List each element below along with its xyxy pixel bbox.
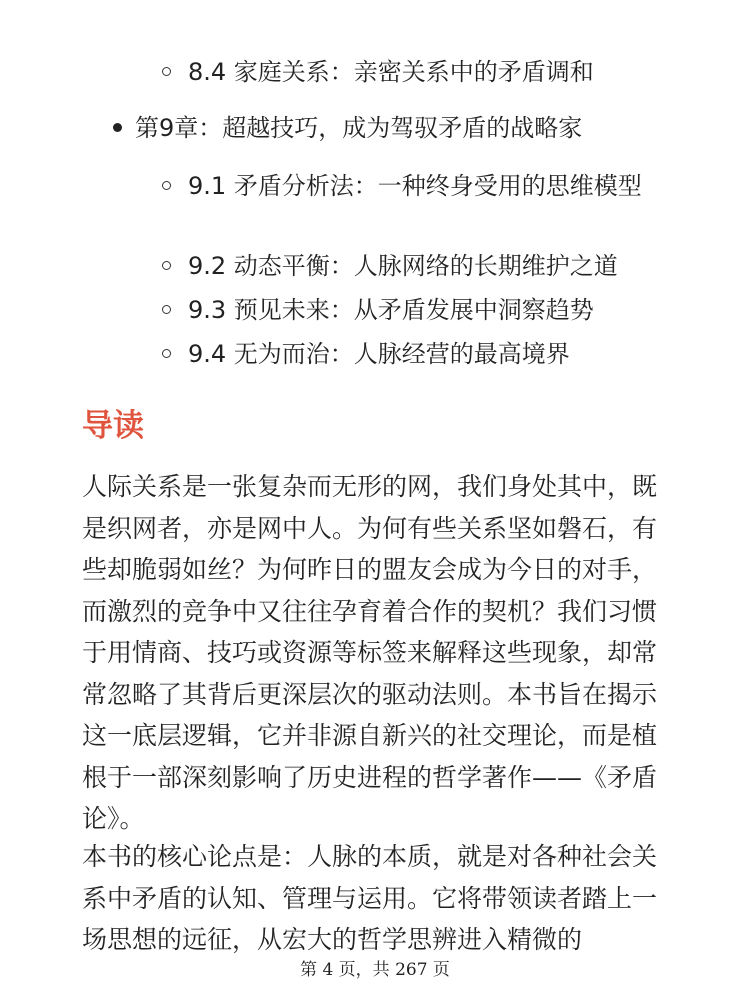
intro-paragraph-1: 人际关系是一张复杂而无形的网，我们身处其中，既是织网者，亦是网中人。为何有些关系坚如磐石，有些却脆弱如丝？为何昨日的盟友会成为今日的对手，而激烈的竞争中又往往孕育着合作的契机？我们习惯于用情商、技巧或资源等标签来解释这些现象，却常常忽略了其背后更深层次的驱动法则。本书旨在揭示这一底层逻辑，它并非源自新兴的社交理论，而是植根于一部深刻影响了历史进程的哲学著作——《矛盾论》。 — [82, 472, 658, 833]
toc-chapter-label: 第9章：超越技巧，成为驾驭矛盾的战略家 — [135, 114, 583, 142]
toc-item-label: 8.4 家庭关系：亲密关系中的矛盾调和 — [188, 58, 594, 86]
toc-item-8-4[interactable] — [160, 52, 700, 92]
toc-item-9-4[interactable] — [160, 334, 700, 374]
toc-item-label: 9.1 矛盾分析法：一种终身受用的思维模型 — [188, 172, 642, 200]
toc-chapter-9[interactable] — [113, 108, 582, 148]
section-heading: 导读 — [82, 408, 144, 444]
toc-item-9-1[interactable] — [160, 166, 670, 206]
toc-item-label: 9.4 无为而治：人脉经营的最高境界 — [188, 340, 570, 368]
toc-item-label: 9.2 动态平衡：人脉网络的长期维护之道 — [188, 252, 618, 280]
intro-paragraph-2: 本书的核心论点是：人脉的本质，就是对各种社会关系中矛盾的认知、管理与运用。它将带领读者踏上一场思想的远征，从宏大的哲学思辨进入精微的 — [82, 842, 658, 954]
toc-item-label: 9.3 预见未来：从矛盾发展中洞察趋势 — [188, 296, 594, 324]
toc-item-9-3[interactable] — [160, 290, 700, 330]
toc-item-9-2[interactable] — [160, 246, 700, 286]
page-number: 第 4 页，共 267 页 — [300, 960, 450, 980]
